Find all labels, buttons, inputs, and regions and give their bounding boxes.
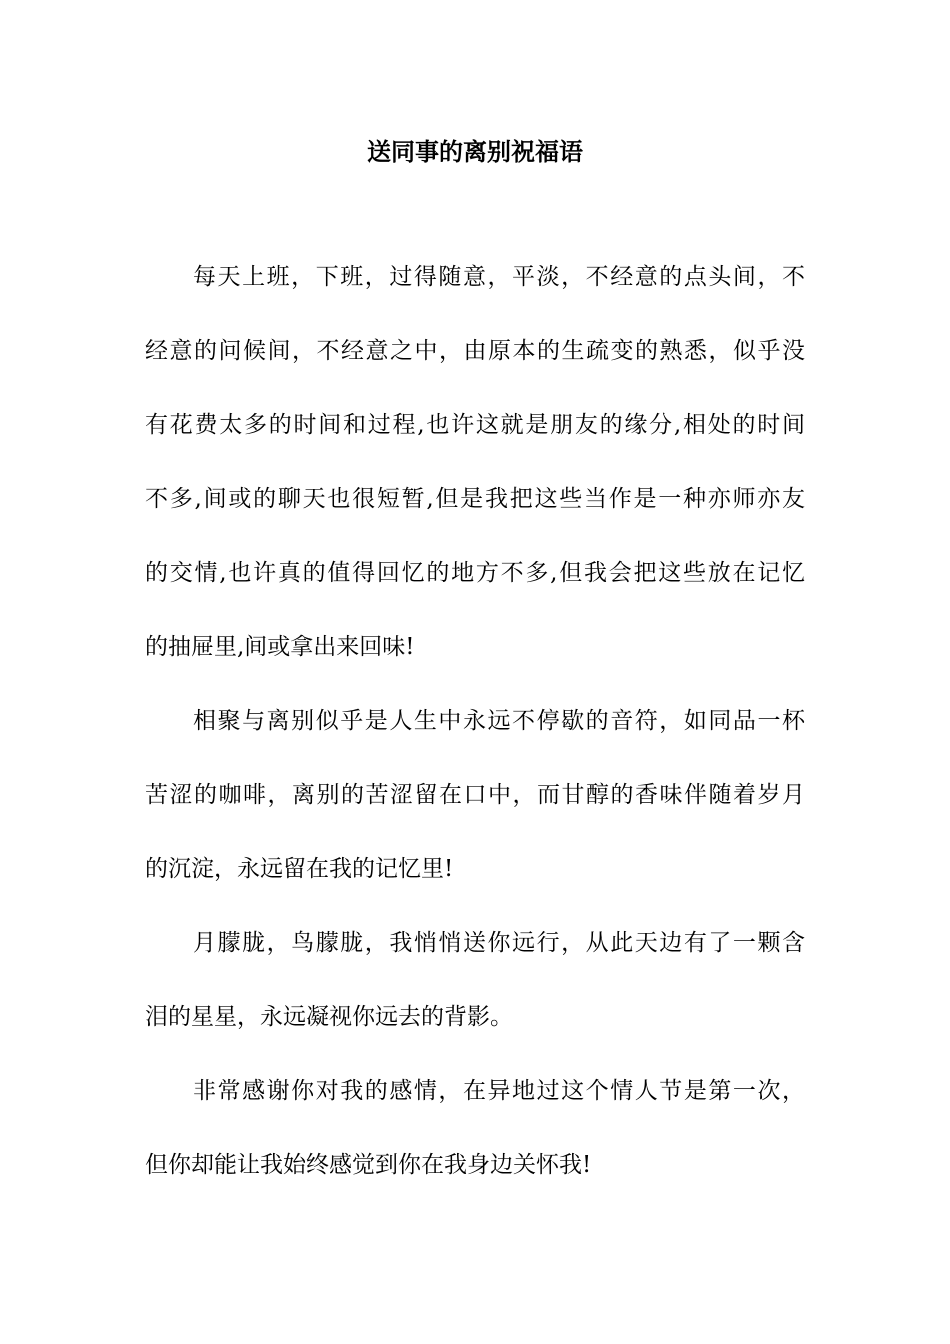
paragraph-2-line-1: 相聚与离别似乎是人生中永远不停歇的音符，如同品一杯 (193, 708, 805, 734)
paragraph-4-line-2: 但你却能让我始终感觉到你在我身边关怀我! (145, 1152, 592, 1178)
paragraph-2-line-3: 的沉淀，永远留在我的记忆里! (145, 856, 454, 882)
document-body (145, 255, 805, 1217)
paragraph-2-line-2: 苦涩的咖啡，离别的苦涩留在口中，而甘醇的香味伴随着岁月 (145, 782, 805, 808)
paragraph-1-line-4: 不多,间或的聊天也很短暂,但是我把这些当作是一种亦师亦友 (145, 486, 805, 512)
paragraph-1-line-1: 每天上班，下班，过得随意，平淡，不经意的点头间，不 (193, 264, 805, 290)
paragraph-1-line-2: 经意的问候间，不经意之中，由原本的生疏变的熟悉，似乎没 (145, 338, 805, 364)
paragraph-4-line-1: 非常感谢你对我的感情，在异地过这个情人节是第一次， (193, 1078, 805, 1104)
paragraph-3-line-1: 月朦胧，鸟朦胧，我悄悄送你远行，从此天边有了一颗含 (193, 930, 805, 956)
paragraph-3-line-2: 泪的星星，永远凝视你远去的背影。 (145, 1004, 513, 1030)
paragraph-1-line-5: 的交情,也许真的值得回忆的地方不多,但我会把这些放在记忆 (145, 560, 805, 586)
paragraph-1-line-6: 的抽屉里,间或拿出来回味! (145, 634, 415, 660)
document-title: 送同事的离别祝福语 (367, 137, 583, 166)
paragraph-1-line-3: 有花费太多的时间和过程,也许这就是朋友的缘分,相处的时间 (145, 412, 805, 438)
